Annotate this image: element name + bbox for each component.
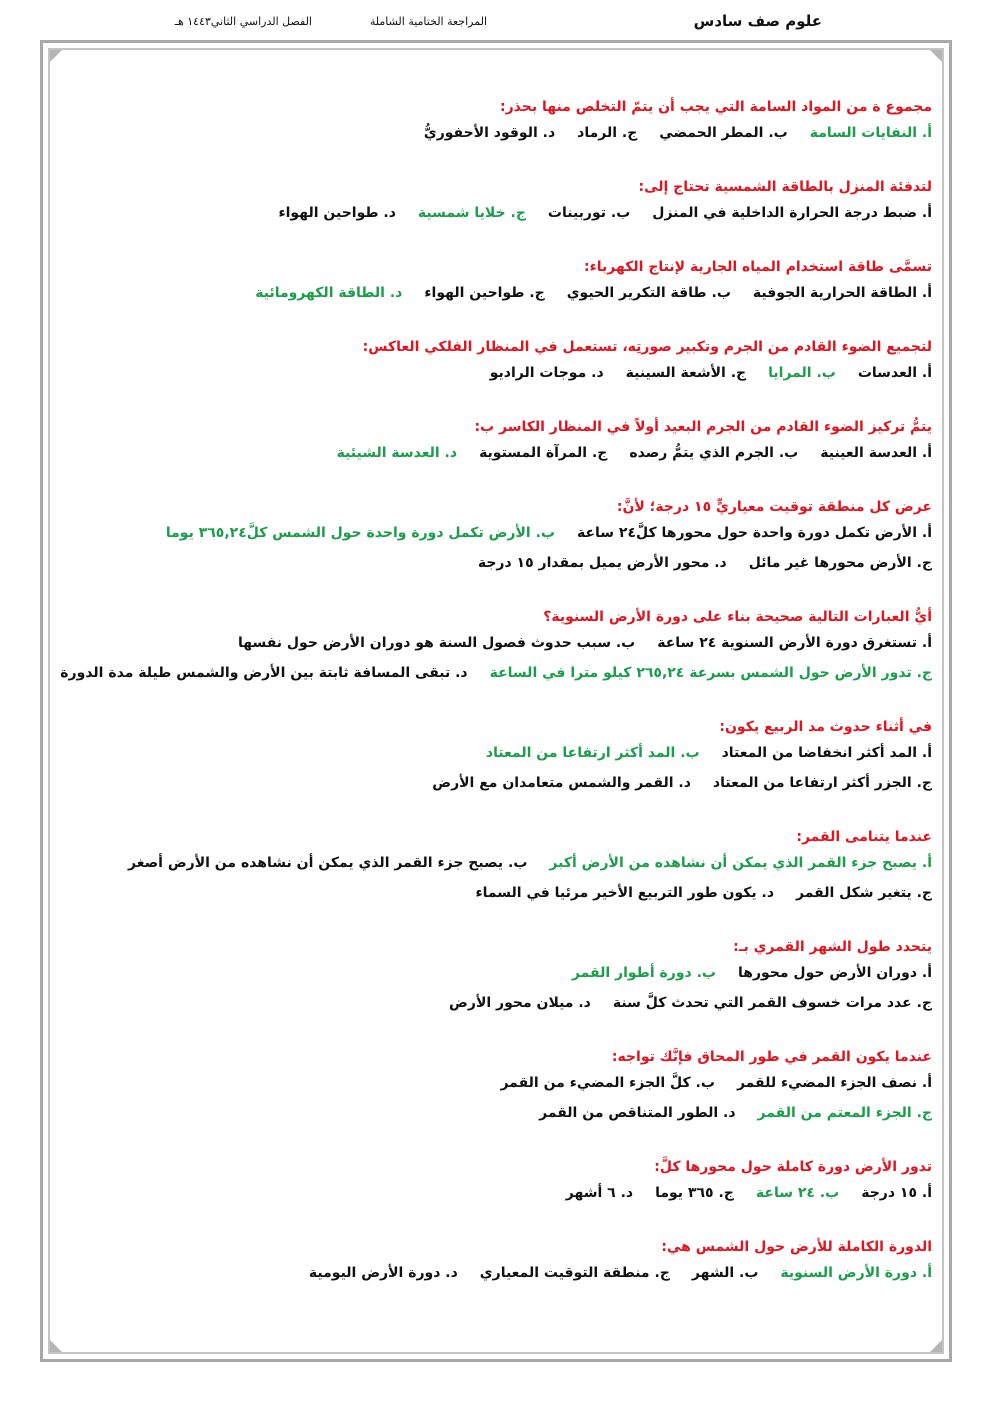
- answer-option: أ. الأرض تكمل دورة واحدة حول محورها كلَّ٢٤ ساعة: [576, 525, 932, 541]
- answer-option: أ. ١٥ درجة: [861, 1185, 932, 1201]
- question-block: [62, 1156, 932, 1208]
- question-text: مجموع ة من المواد السامة التي يجب أن يتمّ التخلص منها بحذر:: [500, 99, 932, 115]
- answer-option: ب. الشهر: [691, 1265, 759, 1281]
- question-text: أيُّ العبارات التالية صحيحة بناء على دورة الأرض السنوية؟: [543, 609, 932, 625]
- question-block: [62, 336, 932, 388]
- answer-option-correct: ب. المرايا: [768, 365, 836, 381]
- options-row: [62, 1258, 932, 1288]
- answer-option: ج. عدد مرات خسوف القمر التي تحدث كلَّ سنة: [612, 995, 932, 1011]
- options-row: [62, 988, 932, 1018]
- answer-option-correct: ب. ٢٤ ساعة: [755, 1185, 840, 1201]
- answer-option: أ. تستغرق دورة الأرض السنوية ٢٤ ساعة: [657, 635, 932, 651]
- question-text: عندما يتنامى القمر:: [796, 829, 932, 845]
- answer-option: د. القمر والشمس متعامدان مع الأرض: [432, 775, 691, 791]
- corner-ornament: [930, 50, 942, 62]
- answer-option: أ. العدسة العينية: [820, 445, 932, 461]
- answer-option: أ. نصف الجزء المضيء للقمر: [736, 1075, 932, 1091]
- question-text: لتجميع الضوء القادم من الجرم وتكبير صورتِه، تستعمل في المنظار الفلكي العاكس:: [362, 339, 932, 355]
- answer-option-correct: ج. تدور الأرض حول الشمس بسرعة ٢٦٥,٢٤ كيلو مترا في الساعة: [489, 665, 932, 681]
- answer-option: ج. ٣٦٥ يوما: [655, 1185, 734, 1201]
- question-block: [62, 826, 932, 908]
- answer-option: د. الطور المتناقص من القمر: [539, 1105, 736, 1121]
- subject-title: علوم صف سادس: [693, 12, 822, 30]
- answer-option: ب. يصبح جزء القمر الذي يمكن أن نشاهده من الأرض أصغر: [128, 855, 528, 871]
- answer-option: ج. الأرض محورها غير مائل: [748, 555, 932, 571]
- answer-option: ج. المرآة المستوية: [479, 445, 608, 461]
- options-row: [62, 628, 932, 658]
- answer-option: ب. الجرم الذي يتمُّ رصده: [629, 445, 799, 461]
- answer-option-correct: ب. المد أكثر ارتفاعا من المعتاد: [485, 745, 700, 761]
- corner-ornament: [930, 1340, 942, 1352]
- answer-option: ب. طاقة التكرير الحيوي: [566, 285, 731, 301]
- question-text: تدور الأرض دورة كاملة حول محورها كلَّ:: [654, 1159, 932, 1175]
- answer-option-correct: أ. النفايات السامة: [809, 125, 932, 141]
- options-row: [62, 1068, 932, 1098]
- question-block: [62, 256, 932, 308]
- question-block: [62, 96, 932, 148]
- question-block: [62, 716, 932, 798]
- answer-option: د. دورة الأرض اليومية: [308, 1265, 458, 1281]
- question-block: [62, 496, 932, 578]
- answer-option: ج. طواحين الهواء: [424, 285, 545, 301]
- review-title: المراجعة الختامية الشاملة: [369, 15, 487, 28]
- answer-option: أ. ضبط درجة الحرارة الداخلية في المنزل: [652, 205, 932, 221]
- question-text: في أثناء حدوث مد الربيع يكون:: [719, 719, 932, 735]
- question-block: [62, 606, 932, 688]
- answer-option: د. الوقود الأحفوريُّ: [423, 125, 556, 141]
- answer-option: ب. كلَّ الجزء المضيء من القمر: [500, 1075, 715, 1091]
- questions-list: [62, 96, 932, 1316]
- options-row: [62, 768, 932, 798]
- answer-option: د. تبقى المسافة ثابتة بين الأرض والشمس طيلة مدة الدورة: [60, 665, 468, 681]
- answer-option: ب. توربينات: [547, 205, 631, 221]
- answer-option: ج. يتغير شكل القمر: [796, 885, 932, 901]
- options-row: [62, 438, 932, 468]
- options-row: [62, 1098, 932, 1128]
- answer-option-correct: أ. دورة الأرض السنوية: [780, 1265, 932, 1281]
- question-block: [62, 936, 932, 1018]
- question-block: [62, 1236, 932, 1288]
- options-row: [62, 1178, 932, 1208]
- question-block: [62, 1046, 932, 1128]
- answer-option: د. محور الأرض يميل بمقدار ١٥ درجة: [477, 555, 727, 571]
- answer-option: ج. الأشعة السينية: [625, 365, 747, 381]
- answer-option-correct: ج. خلايا شمسية: [417, 205, 526, 221]
- answer-option-correct: ب. الأرض تكمل دورة واحدة حول الشمس كلَّ٣٦٥,٢٤ يوما: [165, 525, 555, 541]
- question-text: تسمَّى طاقة استخدام المياه الجارية لإنتاج الكهرباء:: [584, 259, 932, 275]
- options-row: [62, 658, 932, 688]
- answer-option: ج. الجزر أكثر ارتفاعا من المعتاد: [712, 775, 932, 791]
- options-row: [62, 548, 932, 578]
- options-row: [62, 278, 932, 308]
- answer-option: د. يكون طور التربيع الأخير مرئيا في السماء: [475, 885, 775, 901]
- answer-option: ج. الرماد: [577, 125, 638, 141]
- answer-option-correct: د. الطاقة الكهرومائية: [255, 285, 403, 301]
- options-row: [62, 878, 932, 908]
- page-header: [0, 10, 992, 36]
- question-text: عندما يكون القمر في طور المحاق فإنَّك تواجه:: [611, 1049, 932, 1065]
- answer-option: د. طواحين الهواء: [278, 205, 396, 221]
- answer-option: أ. دوران الأرض حول محورها: [738, 965, 932, 981]
- question-text: لتدفئة المنزل بالطاقة الشمسية تحتاج إلى:: [638, 179, 932, 195]
- answer-option: أ. المد أكثر انخفاضا من المعتاد: [721, 745, 932, 761]
- answer-option: ب. المطر الحمضي: [659, 125, 788, 141]
- question-block: [62, 176, 932, 228]
- answer-option: د. موجات الراديو: [489, 365, 604, 381]
- question-text: يتمُّ تركيز الضوء القادم من الجرم البعيد أولاً في المنظار الكاسر ب:: [474, 419, 932, 435]
- question-block: [62, 416, 932, 468]
- question-text: عرض كل منطقة توقيت معياريٍّ ١٥ درجة؛ لأنَّ:: [616, 499, 932, 515]
- options-row: [62, 738, 932, 768]
- options-row: [62, 848, 932, 878]
- term-label: الفصل الدراسي الثاني١٤٤٣ هـ: [174, 15, 312, 28]
- answer-option-correct: أ. يصبح جزء القمر الذي يمكن أن نشاهده من الأرض أكبر: [549, 855, 932, 871]
- answer-option: أ. العدسات: [857, 365, 932, 381]
- options-row: [62, 118, 932, 148]
- answer-option: ج. منطقة التوقيت المعياري: [479, 1265, 670, 1281]
- corner-ornament: [50, 1340, 62, 1352]
- answer-option: ب. سبب حدوث فصول السنة هو دوران الأرض حول نفسها: [237, 635, 636, 651]
- answer-option-correct: د. العدسة الشيئية: [336, 445, 458, 461]
- corner-ornament: [50, 50, 62, 62]
- question-text: الدورة الكاملة للأرض حول الشمس هي:: [661, 1239, 932, 1255]
- options-row: [62, 358, 932, 388]
- options-row: [62, 958, 932, 988]
- answer-option-correct: ج. الجزء المعتم من القمر: [757, 1105, 932, 1121]
- answer-option: أ. الطاقة الحرارية الجوفية: [752, 285, 932, 301]
- answer-option: د. ٦ أشهر: [565, 1185, 634, 1201]
- answer-option-correct: ب. دورة أطوار القمر: [571, 965, 716, 981]
- options-row: [62, 518, 932, 548]
- options-row: [62, 198, 932, 228]
- answer-option: د. ميلان محور الأرض: [449, 995, 591, 1011]
- question-text: يتحدد طول الشهر القمري بـ:: [733, 939, 932, 955]
